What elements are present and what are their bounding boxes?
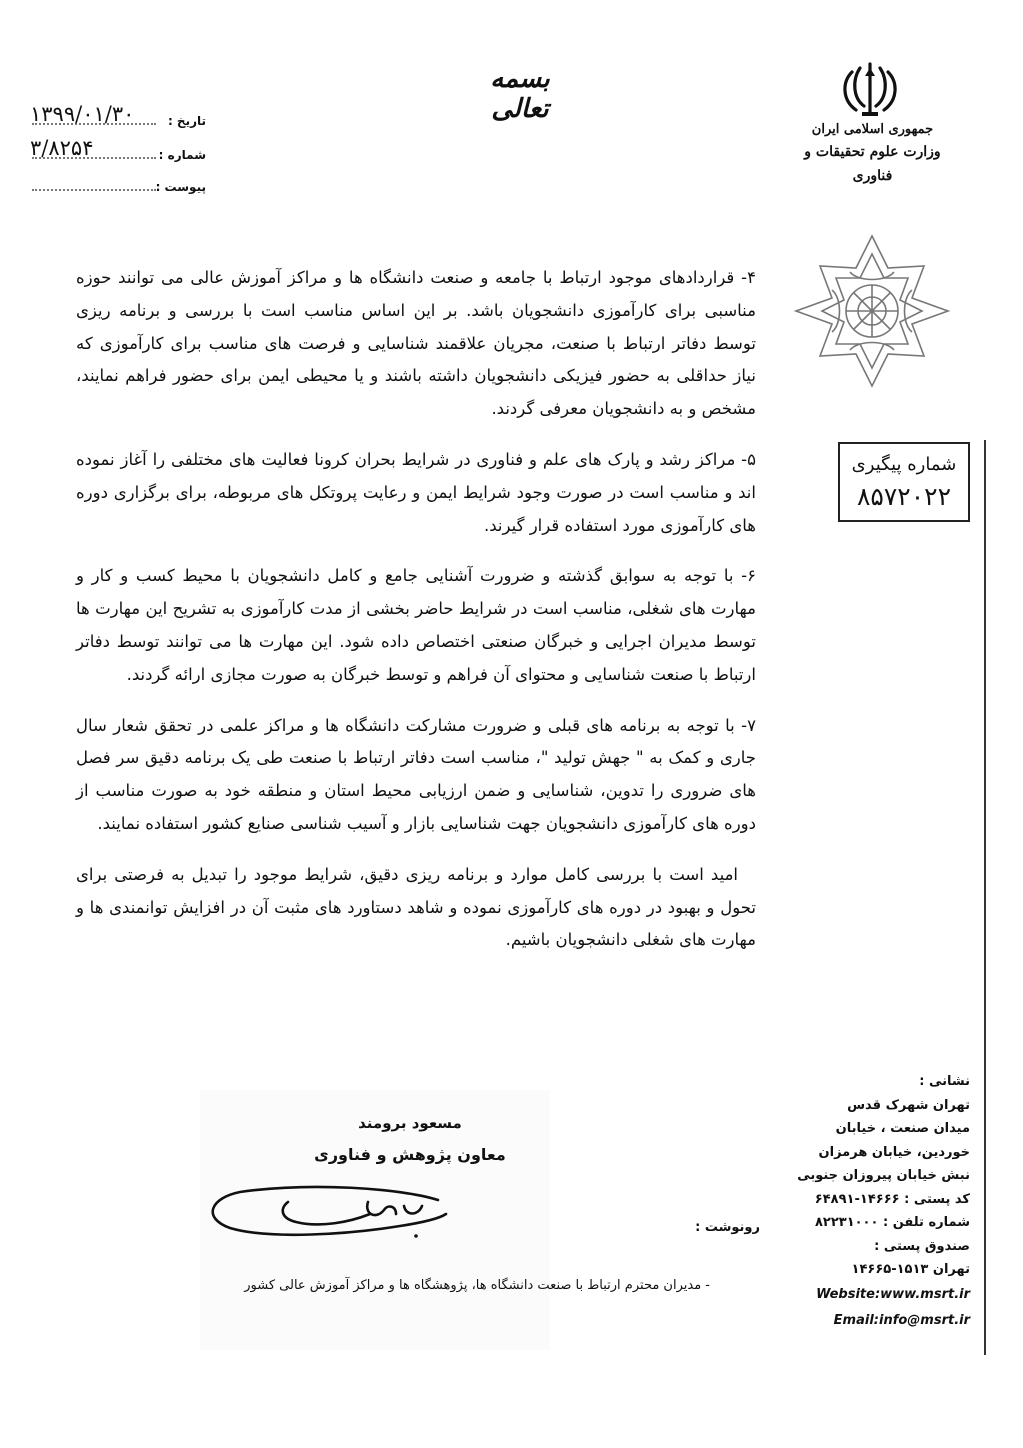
- phone-number: شماره تلفن : ۸۲۲۳۱۰۰۰: [814, 1215, 970, 1230]
- number-label: شماره :: [158, 148, 206, 162]
- paragraph-7: ۷- با توجه به برنامه های قبلی و ضرورت مشارکت دانشگاه ها و مراکز علمی در تحقق شعار سال جاری و کمک به " جهش تولید "، مناسب است دفاتر ارتباط با صنعت طی یک برنامه دقیق سر فصل های ضروری را تدوین، شناسایی و ضمن ارزیابی محیط استان و منطقه خود به صورت مناسب از دوره های کارآموزی دانشجویان جهت شناسایی بازار و آسیب شناسی صنایع کشور استفاده نمایند.: [76, 715, 756, 833]
- attachment-row: [28, 172, 218, 196]
- po-box-label: صندوق پستی :: [874, 1238, 970, 1254]
- attachment-dots: [32, 189, 156, 191]
- tracking-box: [838, 442, 970, 522]
- address-line: میدان صنعت ، خیابان: [835, 1121, 970, 1136]
- address-line: نشانی :: [919, 1074, 970, 1089]
- paragraph-5: ۵- مراکز رشد و پارک های علم و فناوری در شرایط بحران کرونا فعالیت های مختلفی را آغاز نموده اند و مناسب است در صورت وجود شرایط ایمن و رعایت پروتکل های مربوطه، برای برگزاری دوره های کارآموزی مورد استفاده قرار گیرند.: [76, 449, 756, 535]
- attachment-label: پیوست :: [155, 180, 206, 194]
- number-row: [28, 136, 218, 164]
- basmala: بسمه تعالی: [490, 64, 550, 124]
- republic-label: جمهوری اسلامی ایران: [811, 122, 934, 137]
- po-box-value: تهران ۱۵۱۳-۱۴۶۶۵: [851, 1262, 970, 1277]
- date-row: [28, 102, 218, 130]
- handwritten-signature: [200, 1178, 450, 1250]
- address-line: تهران شهرک قدس: [847, 1097, 970, 1113]
- number-value: ۳/۸۲۵۴: [30, 136, 94, 160]
- email-link[interactable]: Email:info@msrt.ir: [833, 1312, 970, 1328]
- address-line: نبش خیابان پیروزان جنوبی: [797, 1168, 970, 1183]
- signer-name: مسعود برومند: [358, 1114, 462, 1132]
- paragraph-4: ۴- قراردادهای موجود ارتباط با جامعه و صنعت دانشگاه ها و مراکز آموزش عالی می توانند حوزه مناسبی برای کارآموزی دانشجویان باشد. بر این اساس مناسب است با بررسی و برنامه ریزی توسط دفاتر ارتباط با صنعت، مجریان علاقمند شناسایی و فرصت های مناسب برای کارآموزی که نیاز حداقلی به حضور فیزیکی دانشجویان داشته باشند و یا محیطی ایمن برای حضور فراهم نمایند، مشخص و به دانشجویان معرفی گردند.: [76, 268, 756, 419]
- ministry-header: [790, 120, 955, 188]
- ornament-icon: [792, 232, 952, 390]
- date-label: تاریخ :: [167, 114, 206, 128]
- iran-emblem-icon: [838, 58, 902, 120]
- closing-paragraph: امید است با بررسی کامل موارد و برنامه ریزی دقیق، شرایط موجود را تبدیل به فرصتی برای تحول و بهبود در دوره های کارآموزی نموده و شاهد دستاورد های مثبت آن در افزایش توانمندی ها و مهارت های شغلی دانشجویان باشیم.: [76, 864, 756, 950]
- address-line: خوردین، خیابان هرمزان: [818, 1144, 970, 1160]
- postal-code: کد پستی : ۱۴۶۶۶-۶۴۸۹۱: [814, 1191, 970, 1207]
- website-link[interactable]: Website:www.msrt.ir: [816, 1286, 970, 1302]
- tracking-number: ۸۵۷۲۰۲۲: [857, 482, 951, 511]
- cc-label: رونوشت :: [695, 1220, 760, 1235]
- ministry-label: وزارت علوم تحقیقات و فناوری: [804, 144, 941, 184]
- margin-line: [984, 440, 986, 1355]
- signer-block: [300, 1108, 520, 1172]
- letter-body: [76, 262, 756, 975]
- paragraph-6: ۶- با توجه به سوابق گذشته و ضرورت آشنایی جامع و کامل دانشجویان با محیط کسب و کار و مهارت های شغلی، مناسب است در شرایط حاضر بخشی از مدت کارآموزی به تشریح این مهارت ها توسط مدیران اجرایی و خبرگان صنعتی اختصاص داده شود. این مهارت ها می توانند توسط دفاتر ارتباط با صنعت شناسایی و محتوای آن فراهم و توسط خبرگان به صورت مجازی ارائه گردند.: [76, 566, 756, 684]
- cc-recipients: - مدیران محترم ارتباط با صنعت دانشگاه ها، پژوهشگاه ها و مراکز آموزش عالی کشور: [244, 1278, 710, 1293]
- tracking-label: شماره پیگیری: [851, 454, 957, 475]
- signer-title: معاون پژوهش و فناوری: [314, 1145, 506, 1164]
- address-block: [797, 1070, 970, 1334]
- date-value: ۱۳۹۹/۰۱/۳۰: [30, 102, 135, 126]
